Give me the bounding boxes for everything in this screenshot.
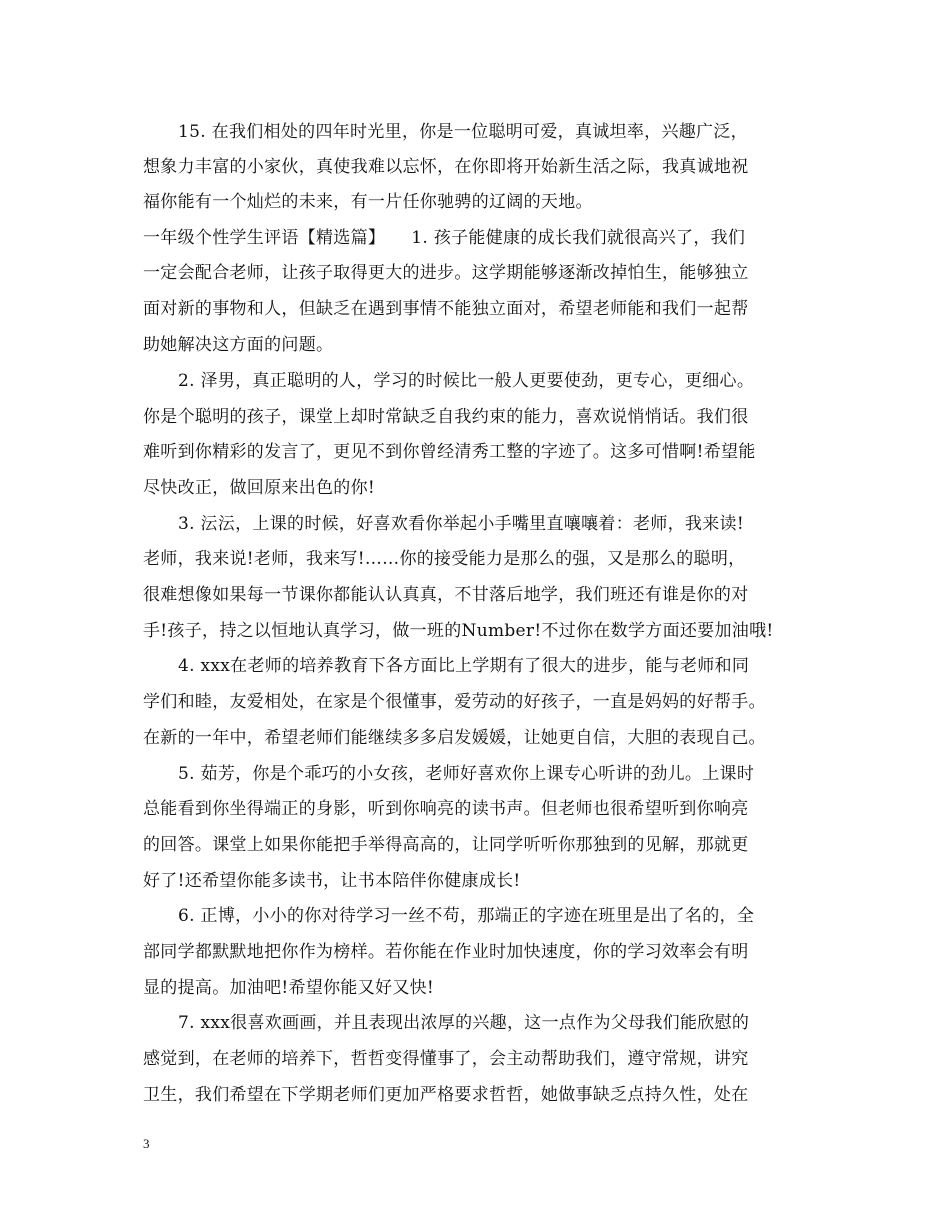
text-line: 一定会配合老师，让孩子取得更大的进步。这学期能够逐渐改掉怕生，能够独立 [143,263,749,283]
text-line: 学们和睦，友爱相处，在家是个很懂事，爱劳动的好孩子，一直是妈妈的好帮手。 [143,692,766,712]
text-line: 4. xxx在老师的培养教育下各方面比上学期有了很大的进步，能与老师和同 [178,656,750,676]
text-line: 很难想像如果每一节课你都能认认真真，不甘落后地学，我们班还有谁是你的对 [143,585,749,605]
text-line: 老师，我来说!老师，我来写!……你的接受能力是那么的强，又是那么的聪明， [143,549,746,569]
text-line: 你是个聪明的孩子，课堂上却时常缺乏自我约束的能力，喜欢说悄悄话。我们很 [143,407,749,427]
text-line: 福你能有一个灿烂的未来，有一片任你驰骋的辽阔的天地。 [143,192,593,212]
text-line: 3. 沄沄，上课的时候，好喜欢看你举起小手嘴里直嚷嚷着：老师，我来读! [178,514,744,534]
text-line: 想象力丰富的小家伙，真使我难以忘怀，在你即将开始新生活之际，我真诚地祝 [143,157,749,177]
text-line: 卫生，我们希望在下学期老师们更加严格要求哲哲，她做事缺乏点持久性，处在 [143,1085,749,1105]
text-line: 尽快改正，做回原来出色的你! [143,478,376,498]
text-line: 一年级个性学生评语【精选篇】 1. 孩子能健康的成长我们就很高兴了，我们 [143,228,746,248]
text-line: 总能看到你坐得端正的身影，听到你响亮的读书声。但老师也很希望听到你响亮 [143,799,749,819]
text-line: 手!孩子，持之以恒地认真学习，做一班的Number!不过你在数学方面还要加油哦! [143,621,774,641]
text-line: 难听到你精彩的发言了，更见不到你曾经清秀工整的字迹了。这多可惜啊!希望能 [143,442,756,462]
text-line: 7. xxx很喜欢画画，并且表现出浓厚的兴趣，这一点作为父母我们能欣慰的 [178,1013,750,1033]
text-line: 在新的一年中，希望老师们能继续多多启发媛媛，让她更自信，大胆的表现自己。 [143,728,766,748]
text-line: 6. 正博，小小的你对待学习一丝不苟，那端正的字迹在班里是出了名的，全 [178,906,755,926]
text-line: 显的提高。加油吧!希望你能又好又快! [143,978,435,998]
text-line: 15. 在我们相处的四年时光里，你是一位聪明可爱，真诚坦率，兴趣广泛， [178,122,748,142]
text-line: 的回答。课堂上如果你能把手举得高高的，让同学听听你那独到的见解，那就更 [143,835,749,855]
text-line: 部同学都默默地把你作为榜样。若你能在作业时加快速度，你的学习效率会有明 [143,942,749,962]
text-line: 助她解决这方面的问题。 [143,335,334,355]
text-line: 2. 泽男，真正聪明的人，学习的时候比一般人更要使劲，更专心，更细心。 [178,371,755,391]
text-line: 5. 茹芳，你是个乖巧的小女孩，老师好喜欢你上课专心听讲的劲儿。上课时 [178,764,755,784]
text-line: 面对新的事物和人，但缺乏在遇到事情不能独立面对，希望老师能和我们一起帮 [143,299,749,319]
page-number: 3 [143,1136,150,1151]
text-line: 好了!还希望你能多读书，让书本陪伴你健康成长! [143,871,521,891]
text-line: 感觉到，在老师的培养下，哲哲变得懂事了，会主动帮助我们，遵守常规，讲究 [143,1049,749,1069]
